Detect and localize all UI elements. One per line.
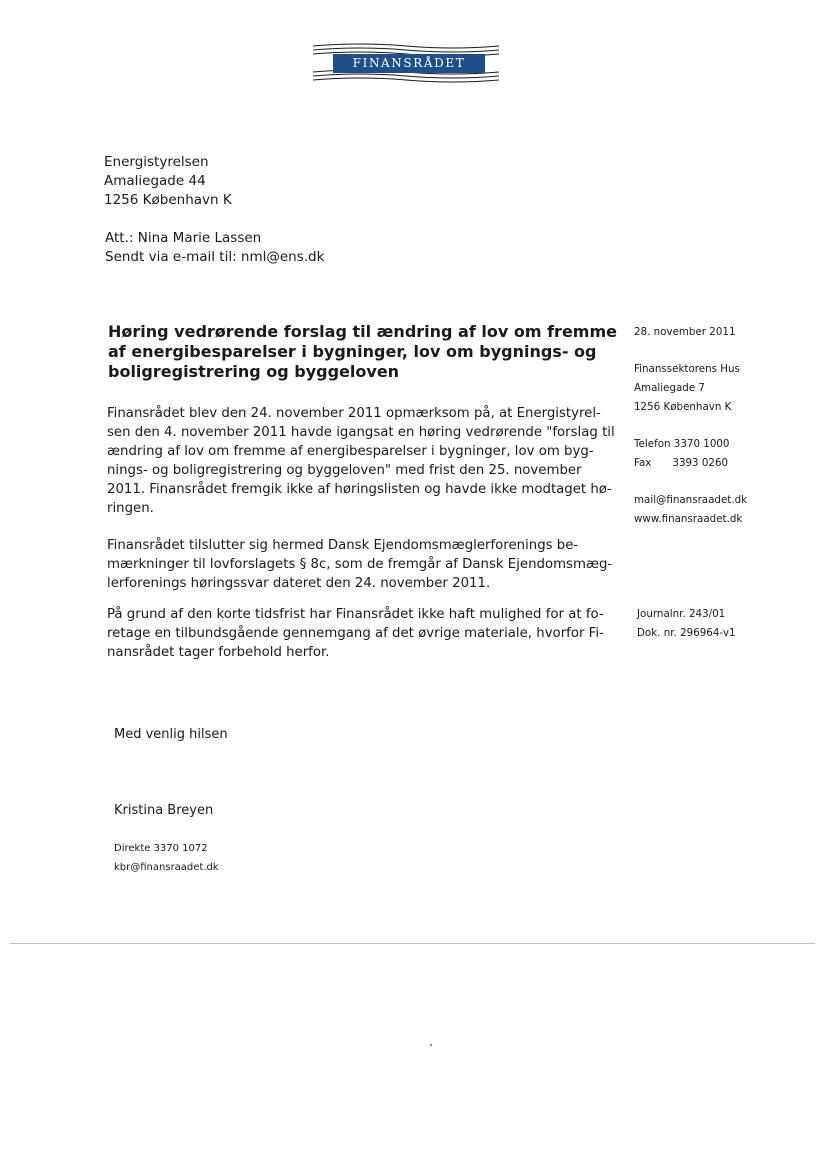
logo-wordmark: FINANSRÅDET <box>333 54 485 73</box>
body-paragraph-1 <box>107 404 615 518</box>
page-divider <box>10 943 815 944</box>
paragraph-line: nings- og boligregistrering og byggeloven" med frist den 25. november <box>107 463 582 478</box>
title-line: af energibesparelser i bygninger, lov om bygnings- og <box>108 342 597 361</box>
title-line: boligregistrering og byggeloven <box>108 362 400 381</box>
scan-speck <box>430 1044 432 1046</box>
sidebar-phone: Telefon 3370 1000 <box>634 438 730 450</box>
recipient-address <box>104 153 232 210</box>
paragraph-line: sen den 4. november 2011 havde igangsat en høring vedrørende "forslag til <box>107 425 615 440</box>
paragraph-line: Finansrådet blev den 24. november 2011 opmærksom på, at Energistyrel- <box>107 406 601 421</box>
letter-title <box>108 322 617 382</box>
recipient-line: Energistyrelsen <box>104 154 209 170</box>
finansraadet-logo <box>313 42 499 84</box>
paragraph-line: nansrådet tager forbehold herfor. <box>107 645 330 660</box>
body-paragraph-3 <box>107 605 607 662</box>
body-paragraph-2 <box>107 536 613 593</box>
sidebar-journal: Journalnr. 243/01 <box>637 608 726 620</box>
paragraph-line: ringen. <box>107 501 154 516</box>
sidebar-fax <box>634 454 728 473</box>
paragraph-line: mærkninger til lovforslagets § 8c, som de fremgår af Dansk Ejendomsmæg- <box>107 557 613 572</box>
paragraph-line: retage en tilbundsgående gennemgang af det øvrige materiale, hvorfor Fi- <box>107 626 604 641</box>
sidebar-address-line: 1256 København K <box>634 401 732 413</box>
signer-email[interactable]: kbr@finansraadet.dk <box>114 862 219 873</box>
recipient-line: 1256 København K <box>104 192 232 208</box>
paragraph-line: ændring af lov om fremme af energibesparelser i bygninger, lov om byg- <box>107 444 594 459</box>
sidebar-fax-value: 3393 0260 <box>672 457 729 469</box>
attention-line: Att.: Nina Marie Lassen <box>105 230 262 246</box>
sidebar-dok: Dok. nr. 296964-v1 <box>637 627 736 639</box>
sidebar-address-line: Finanssektorens Hus <box>634 363 740 375</box>
paragraph-line: 2011. Finansrådet fremgik ikke af høringslisten og havde ikke modtaget hø- <box>107 482 612 497</box>
paragraph-line: Finansrådet tilslutter sig hermed Dansk Ejendomsmæglerforenings be- <box>107 538 579 553</box>
sidebar-address-line: Amaliegade 7 <box>634 382 705 394</box>
sidebar-email[interactable]: mail@finansraadet.dk <box>634 494 748 506</box>
closing-greeting: Med venlig hilsen <box>114 727 228 742</box>
sidebar-fax-label: Fax <box>634 457 652 469</box>
sidebar-address <box>634 360 740 417</box>
title-line: Høring vedrørende forslag til ændring af lov om fremme <box>108 322 617 341</box>
attention-block <box>105 229 324 267</box>
paragraph-line: lerforenings høringssvar dateret den 24. november 2011. <box>107 576 491 591</box>
attention-line: Sendt via e-mail til: nml@ens.dk <box>105 249 325 265</box>
sidebar-web[interactable]: www.finansraadet.dk <box>634 513 743 525</box>
recipient-line: Amaliegade 44 <box>104 173 206 189</box>
signer-name: Kristina Breyen <box>114 803 214 818</box>
signer-direct-phone: Direkte 3370 1072 <box>114 843 208 854</box>
sidebar-date: 28. november 2011 <box>634 326 736 338</box>
paragraph-line: På grund af den korte tidsfrist har Finansrådet ikke haft mulighed for at fo- <box>107 607 604 622</box>
